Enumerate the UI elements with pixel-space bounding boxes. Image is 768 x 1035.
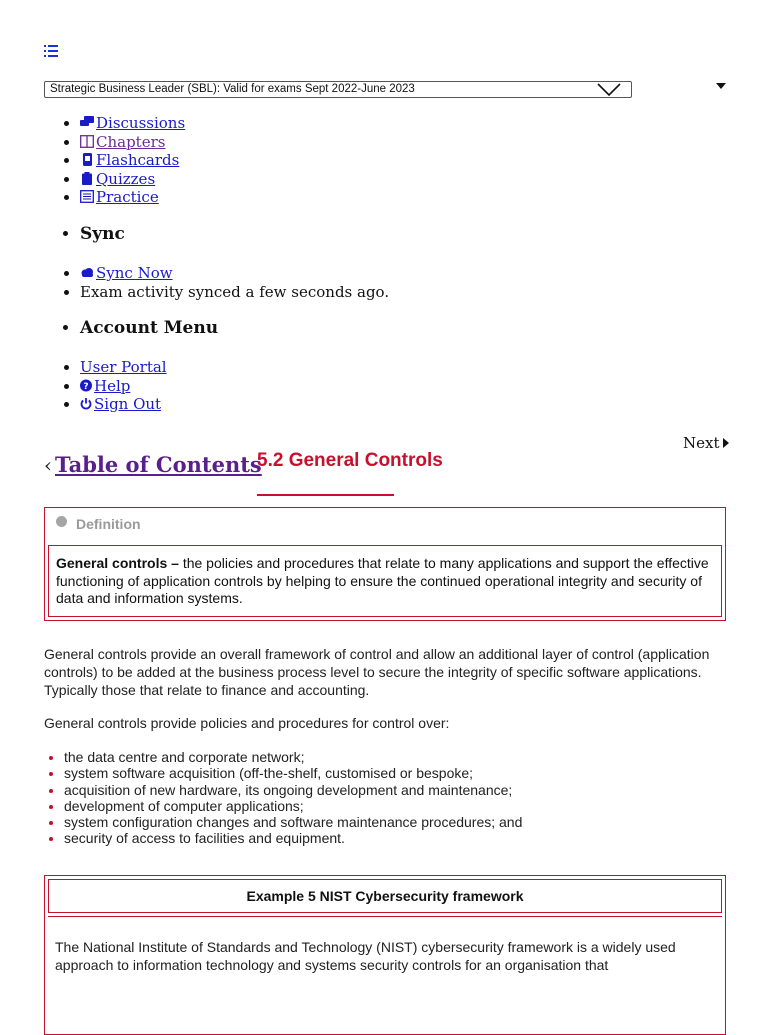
sign-out-link[interactable] <box>80 395 161 413</box>
sync-section <box>62 224 125 244</box>
definition-term: General controls – <box>56 555 179 571</box>
account-heading: • Account Menu <box>80 318 218 338</box>
next-link[interactable] <box>683 434 729 452</box>
caret-down-icon[interactable] <box>716 83 726 89</box>
paragraph-lead: General controls provide policies and procedures for control over: <box>44 715 450 731</box>
example-heading: Example 5 NIST Cybersecurity framework <box>48 879 722 913</box>
list-item: • security of access to facilities and equipment. <box>64 830 754 846</box>
course-select[interactable] <box>44 81 632 98</box>
list-item: • acquisition of new hardware, its ongoing development and maintenance; <box>64 782 754 798</box>
discussions-link[interactable] <box>80 114 185 132</box>
flashcards-icon <box>80 153 94 166</box>
sign-out-label: Sign Out <box>94 395 162 413</box>
table-of-contents-link[interactable]: Table of Contents <box>55 452 262 477</box>
sign-out-item <box>80 395 167 414</box>
definition-content <box>48 545 722 617</box>
example-text: The National Institute of Standards and Technology (NIST) cybersecurity framework is a widely used approach to information technology and systems security controls for an organisation that <box>55 939 676 973</box>
chevron-down-icon <box>597 83 621 97</box>
quizzes-label: Quizzes <box>96 169 156 188</box>
definition-label: Definition <box>76 516 141 532</box>
sync-now-link[interactable] <box>80 264 173 282</box>
nav-item-flashcards <box>80 151 185 170</box>
quizzes-link[interactable] <box>80 170 155 188</box>
sync-status: • Exam activity synced a few seconds ago. <box>80 283 389 302</box>
discussions-label: Discussions <box>96 114 186 132</box>
book-icon <box>80 135 94 148</box>
svg-text:?: • ? <box>83 381 89 392</box>
toc-nav <box>44 452 262 477</box>
title-underline <box>257 494 394 496</box>
list-item: • system configuration changes and software maintenance procedures; and <box>64 814 754 830</box>
clipboard-icon <box>80 172 94 185</box>
help-link[interactable] <box>80 377 130 395</box>
help-item <box>80 377 167 396</box>
list-icon <box>80 190 94 203</box>
user-portal-link[interactable]: User Portal <box>80 358 167 376</box>
power-icon <box>80 397 92 410</box>
next-label: Next <box>683 434 720 452</box>
practice-link[interactable] <box>80 188 159 206</box>
flashcards-link[interactable] <box>80 151 179 169</box>
menu-list-icon[interactable] <box>44 45 58 57</box>
caret-right-icon <box>723 438 729 448</box>
list-item: • development of computer applications; <box>64 798 754 814</box>
course-select-value: Strategic Business Leader (SBL): Valid for exams Sept 2022-June 2023 <box>50 83 415 95</box>
list-item: • system software acquisition (off-the-shelf, customised or bespoke; <box>64 765 754 781</box>
nav-item-practice <box>80 188 185 207</box>
info-icon <box>56 516 67 527</box>
practice-label: Practice <box>96 188 159 206</box>
page-title: 5.2 General Controls <box>257 450 443 471</box>
nav-item-chapters <box>80 133 185 152</box>
chapters-label: Chapters <box>96 132 166 151</box>
nav-item-discussions <box>80 114 185 133</box>
cloud-icon <box>80 266 94 279</box>
controls-list <box>44 749 754 847</box>
help-label: Help <box>94 376 131 395</box>
account-section <box>62 318 218 338</box>
list-item: • the data centre and corporate network; <box>64 749 754 765</box>
sync-now-label: Sync Now <box>96 264 173 282</box>
main-nav <box>62 114 185 207</box>
user-portal-item <box>80 358 167 377</box>
flashcards-label: Flashcards <box>96 151 180 169</box>
chevron-left-icon: ‹ <box>44 453 52 477</box>
account-list <box>62 358 167 414</box>
question-circle-icon <box>80 379 92 392</box>
paragraph-intro: General controls provide an overall framework of control and allow an additional layer of control (application controls) to be added at the business process level to secure the integrity of specific software applications. Typically those that relate to finance and accounting. <box>44 646 710 698</box>
nav-item-quizzes <box>80 170 185 189</box>
sync-heading: • Sync <box>80 224 125 244</box>
chapters-link[interactable] <box>80 133 165 151</box>
sync-list <box>62 264 389 301</box>
sync-now-item <box>80 264 389 283</box>
example-divider <box>48 916 722 917</box>
definition-text: the policies and procedures that relate to many applications and support the effective functioning of application controls by helping to ensure the continued operational integrity and security of data and information systems. <box>56 555 709 606</box>
comments-icon <box>80 116 94 129</box>
